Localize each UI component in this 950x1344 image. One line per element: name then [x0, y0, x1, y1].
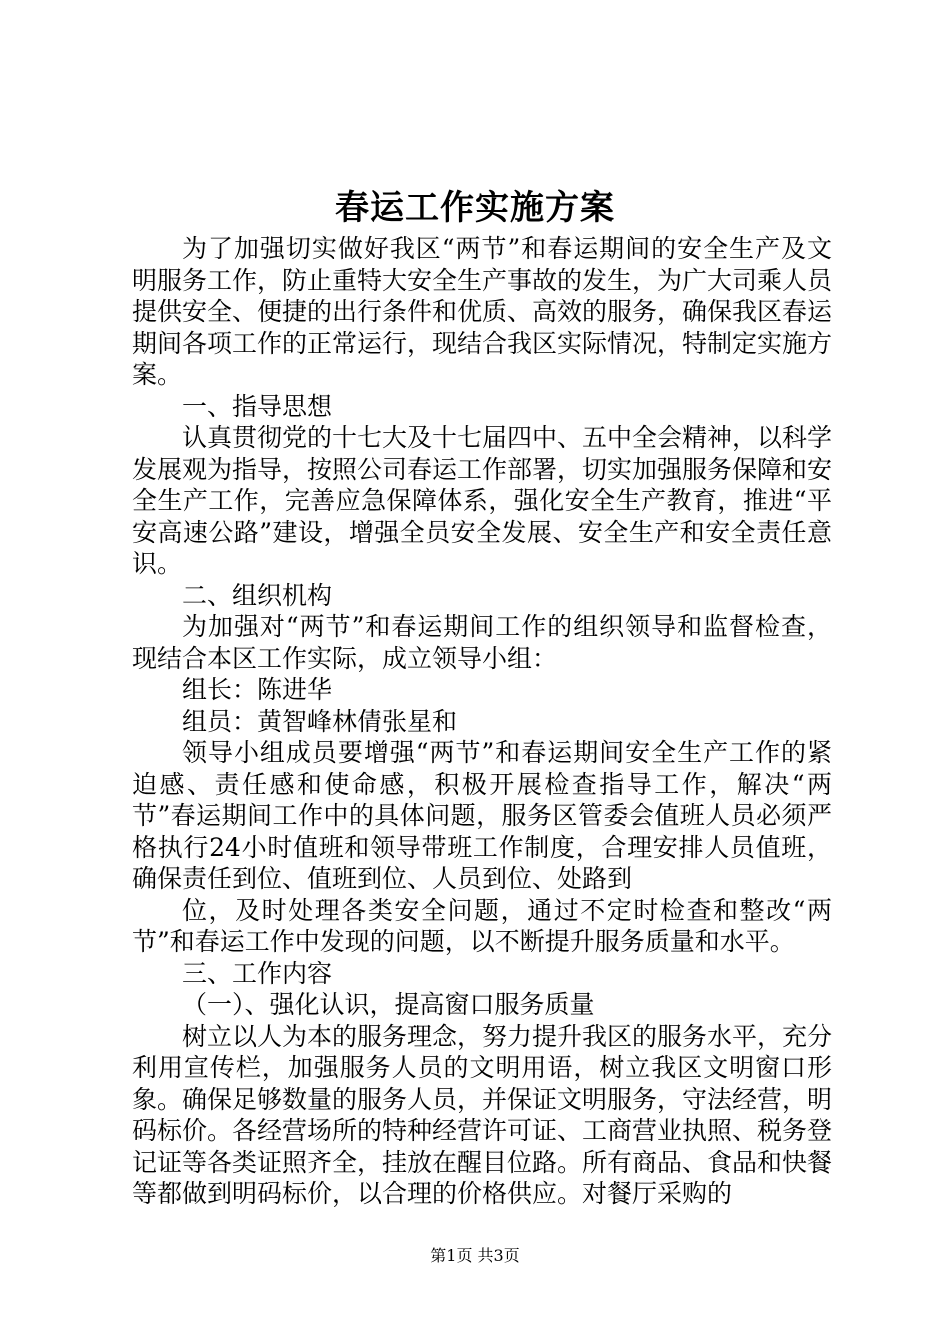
paragraph-guiding-thought: 认真贯彻党的十七大及十七届四中、五中全会精神，以科学发展观为指导，按照公司春运工作部署，切实加强服务保障和安全生产工作，完善应急保障体系，强化安全生产教育，推进“平安高速公路”建设，增强全员安全发展、安全生产和安全责任意识。 — [132, 423, 833, 578]
paragraph-service-quality: 树立以人为本的服务理念，努力提升我区的服务水平，充分利用宣传栏，加强服务人员的文明用语，树立我区文明窗口形象。确保足够数量的服务人员，并保证文明服务，守法经营，明码标价。各经营场所的特种经营许可证、工商营业执照、税务登记证等各类证照齐全，挂放在醒目位路。所有商品、食品和快餐等都做到明码标价，以合理的价格供应。对餐厅采购的 — [132, 1021, 833, 1208]
paragraph-group-duties: 领导小组成员要增强“两节”和春运期间安全生产工作的紧迫感、责任感和使命感，积极开展检查指导工作，解决“两节”春运期间工作中的具体问题，服务区管委会值班人员必须严格执行24小时值班和领导带班工作制度，合理安排人员值班，确保责任到位、值班到位、人员到位、处路到 — [132, 738, 832, 893]
section-heading-guiding-thought: 一、指导思想 — [182, 391, 333, 421]
document-body — [132, 233, 832, 1210]
section-heading-work-content: 三、工作内容 — [182, 958, 333, 988]
subsection-heading-service-quality: （一）、强化认识，提高窗口服务质量 — [182, 990, 595, 1019]
paragraph-group-members: 组员：黄智峰林倩张星和 — [182, 706, 458, 736]
paragraph-group-duties-continued: 位，及时处理各类安全问题，通过不定时检查和整改“两节”和春运工作中发现的问题，以不断提升服务质量和水平。 — [132, 895, 832, 956]
paragraph-group-leader: 组长：陈进华 — [182, 675, 333, 704]
paragraph-organization: 为加强对“两节”和春运期间工作的组织领导和监督检查，现结合本区工作实际，成立领导小组： — [132, 612, 832, 673]
paragraph-intro: 为了加强切实做好我区“两节”和春运期间的安全生产及文明服务工作，防止重特大安全生产事故的发生，为广大司乘人员提供安全、便捷的出行条件和优质、高效的服务，确保我区春运期间各项工作的正常运行，现结合我区实际情况，特制定实施方案。 — [132, 234, 833, 389]
document-title: 春运工作实施方案 — [335, 188, 615, 228]
page-footer: 第1页 共3页 — [430, 1246, 520, 1265]
section-heading-organization: 二、组织机构 — [182, 580, 333, 610]
